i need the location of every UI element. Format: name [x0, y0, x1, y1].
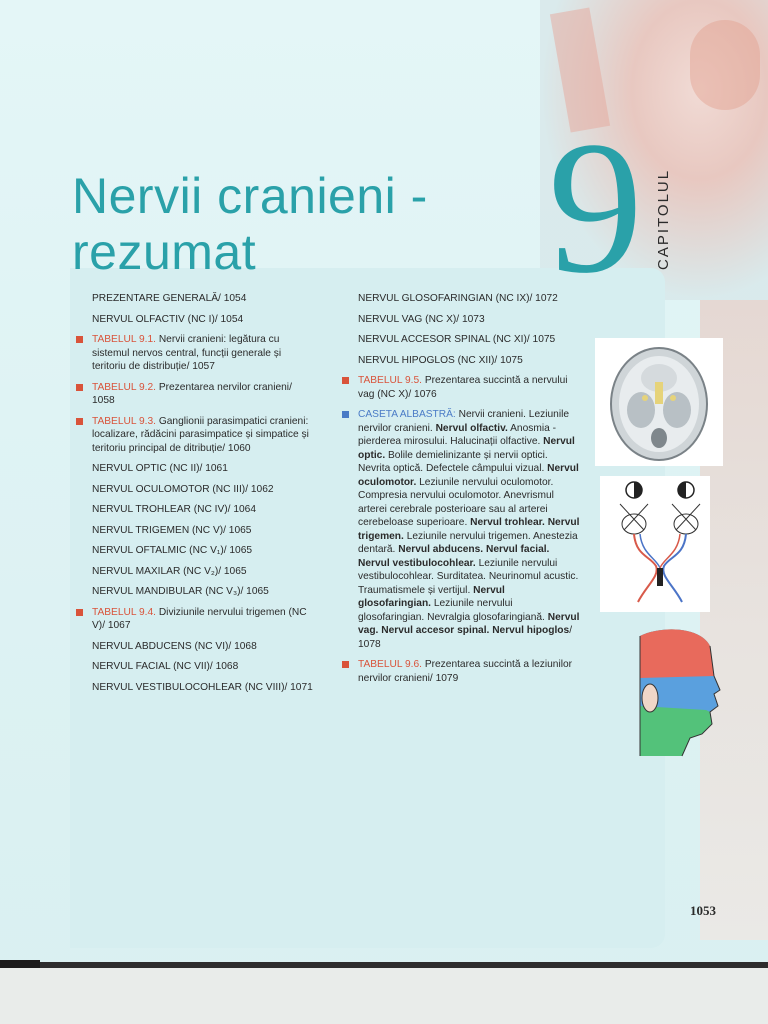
entry-text: NERVUL MANDIBULAR (NC V₃)/ 1065 — [92, 586, 269, 597]
contents-entry[interactable] — [340, 658, 580, 685]
skull-base-image — [595, 338, 723, 466]
contents-entry[interactable] — [74, 313, 314, 327]
contents-entry[interactable] — [74, 503, 314, 517]
entry-text: NERVUL HIPOGLOS (NC XII)/ 1075 — [358, 354, 523, 366]
contents-entry[interactable] — [74, 660, 314, 674]
page-number: 1053 — [690, 903, 716, 918]
caseta-bold-segment: Nervul glosofaringian. — [358, 584, 505, 609]
contents-left-column — [74, 292, 314, 701]
table-tag: TABELUL 9.2. — [92, 381, 156, 393]
chapter-label: CAPITOLUL — [655, 168, 672, 270]
chapter-title-line2: rezumat — [72, 224, 257, 280]
entry-text: NERVUL TRIGEMEN (NC V)/ 1065 — [92, 524, 252, 536]
entry-text: NERVUL ACCESOR SPINAL (NC XI)/ 1075 — [358, 334, 556, 345]
table-tag: TABELUL 9.5. — [358, 375, 422, 386]
entry-text: Prezentarea succintă a leziunilor nervilor cranieni/ 1079 — [358, 659, 573, 684]
entry-text: NERVUL VESTIBULOCOHLEAR (NC VIII)/ 1071 — [92, 681, 313, 693]
entry-text: Diviziunile nervului trigemen (NC V)/ 1067 — [92, 606, 307, 631]
contents-entry[interactable] — [74, 565, 314, 579]
contents-entry[interactable] — [74, 585, 314, 599]
contents-entry[interactable] — [340, 333, 580, 347]
caseta-bold-segment: Nervul vag. Nervul accesor spinal. Nervul hipoglos — [358, 611, 580, 636]
visual-pathway-image — [600, 476, 710, 612]
entry-text: NERVUL OFTALMIC (NC V₁)/ 1065 — [92, 545, 253, 556]
contents-entry[interactable] — [74, 333, 314, 374]
entry-text: NERVUL OCULOMOTOR (NC III)/ 1062 — [92, 483, 274, 495]
caseta-segment: Bolile demielinizante și nervii optici. Nevrita optică. Defectele câmpului vizual. — [358, 449, 548, 474]
contents-entry[interactable] — [74, 524, 314, 538]
caseta-text — [358, 409, 579, 650]
red-bullet-icon — [76, 384, 83, 391]
table-tag: TABELUL 9.4. — [92, 606, 156, 618]
caseta-bold-segment: Nervul oculomotor. — [358, 463, 579, 488]
decorative-anatomy-illustration — [690, 20, 760, 110]
caseta-tag: CASETA ALBASTRĂ: — [358, 409, 456, 420]
caseta-segment: Nervii cranieni. Leziunile nervilor cranieni. — [358, 409, 570, 434]
contents-entry[interactable] — [74, 462, 314, 476]
scan-margin — [0, 968, 768, 1024]
caseta-segment: Leziunile nervului glosofaringian. Nevralgia glosofaringiană. — [358, 598, 548, 623]
entry-text: NERVUL VAG (NC X)/ 1073 — [358, 313, 485, 325]
chapter-title — [72, 168, 532, 280]
entry-text: NERVUL ABDUCENS (NC VI)/ 1068 — [92, 640, 257, 652]
contents-entry[interactable] — [74, 544, 314, 558]
red-bullet-icon — [76, 336, 83, 343]
contents-entry[interactable] — [340, 292, 580, 306]
contents-entry[interactable] — [74, 640, 314, 654]
entry-text: NERVUL OLFACTIV (NC I)/ 1054 — [92, 313, 244, 325]
caseta-segment: Leziunile nervului trigemen. Anestezia dentară. — [358, 530, 578, 555]
entry-text: NERVUL MAXILAR (NC V₂)/ 1065 — [92, 565, 247, 577]
table-tag: TABELUL 9.1. — [92, 334, 156, 345]
entry-text: PREZENTARE GENERALĂ/ 1054 — [92, 293, 247, 304]
table-tag: TABELUL 9.6. — [358, 659, 422, 670]
red-bullet-icon — [76, 418, 83, 425]
entry-text: Nervii cranieni: legătura cu sistemul nervos central, funcții generale și teritoriu de distribuție/ 1057 — [92, 334, 282, 372]
contents-entry[interactable] — [74, 483, 314, 497]
contents-entry[interactable] — [340, 374, 580, 401]
chapter-number: 9 — [548, 103, 643, 313]
contents-entry[interactable] — [74, 606, 314, 633]
contents-entry[interactable] — [74, 415, 314, 456]
entry-text: NERVUL GLOSOFARINGIAN (NC IX)/ 1072 — [358, 293, 558, 304]
blue-bullet-icon — [342, 411, 349, 418]
caseta-segment: Leziunile nervului oculomotor. Compresia nervului oculomotor. Anevrismul arterei cerebrale posterioare sau al arterei cerebeloase superioare. — [358, 476, 554, 528]
table-tag: TABELUL 9.3. — [92, 415, 156, 427]
chapter-title-line1: Nervii cranieni - — [72, 168, 428, 224]
entry-text: NERVUL FACIAL (NC VII)/ 1068 — [92, 661, 239, 672]
entry-text: Prezentarea succintă a nervului vag (NC X)/ 1076 — [358, 375, 568, 400]
red-bullet-icon — [76, 609, 83, 616]
face-sensory-map-image — [610, 626, 726, 760]
contents-right-list — [340, 292, 580, 401]
caseta-segment: / 1078 — [358, 625, 573, 650]
entry-text: NERVUL TROHLEAR (NC IV)/ 1064 — [92, 504, 256, 515]
entry-text: Ganglionii parasimpatici cranieni: localizare, rădăcini parasimpatice și simpatice și teritoriu principal de ditribuție/ 1060 — [92, 415, 309, 454]
contents-entry[interactable] — [74, 292, 314, 306]
entry-text: NERVUL OPTIC (NC II)/ 1061 — [92, 463, 228, 474]
caseta-bold-segment: Nervul trohlear. Nervul trigemen. — [358, 517, 580, 542]
contents-entry[interactable] — [340, 354, 580, 368]
caseta-bold-segment: Nervul optic. — [358, 436, 575, 461]
caseta-bold-segment: Nervul olfactiv. — [435, 422, 508, 434]
caseta-segment: Anosmia - pierderea mirosului. Halucinații olfactive. — [358, 422, 556, 447]
red-bullet-icon — [342, 377, 349, 384]
contents-entry[interactable] — [340, 313, 580, 327]
contents-entry[interactable] — [74, 681, 314, 695]
contents-entry[interactable] — [74, 381, 314, 408]
caseta-entry[interactable] — [340, 408, 580, 651]
caseta-segment: Leziunile nervului vestibulocohlear. Surditatea. Neurinomul acustic. Traumatismele și vertijul. — [358, 557, 579, 596]
red-bullet-icon — [342, 661, 349, 668]
caseta-bold-segment: Nervul abducens. Nervul facial. Nervul vestibulocohlear. — [358, 544, 550, 569]
entry-text: Prezentarea nervilor cranieni/ 1058 — [92, 381, 292, 406]
contents-right-column — [340, 292, 580, 692]
